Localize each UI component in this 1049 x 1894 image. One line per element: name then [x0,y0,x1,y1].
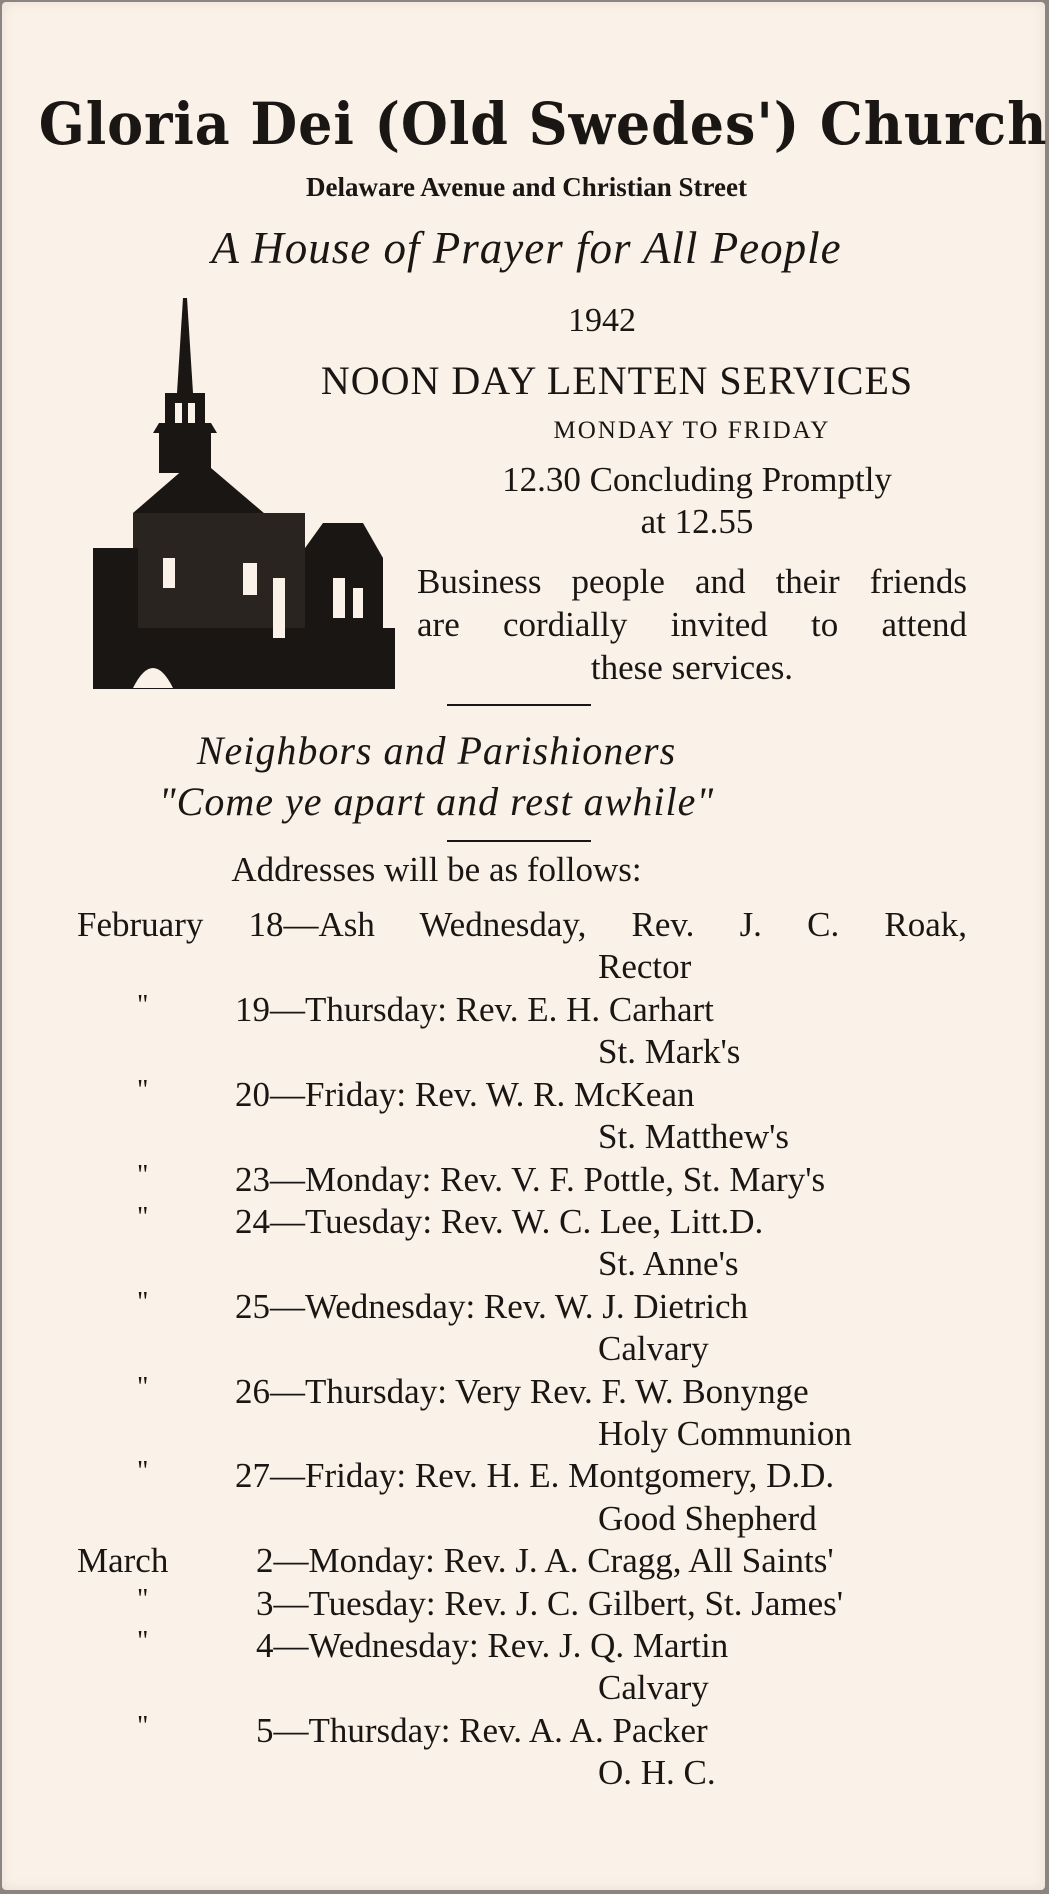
divider [447,704,591,706]
entry-church: St. Anne's [598,1244,739,1284]
neighbors-quote: "Come ye apart and rest awhile" [158,779,715,824]
entry-month: " [137,1626,149,1657]
service-end-time: at 12.55 [640,502,754,541]
schedule-entry [2,1075,1049,1117]
entry-month: " [137,990,149,1021]
entry-month: " [137,1202,149,1233]
schedule-entry [2,1202,1049,1244]
schedule-entry [2,905,1049,947]
service-time: 12.30 Concluding Promptly [502,460,892,499]
entry-church: Calvary [598,1329,709,1369]
entry-church: St. Matthew's [598,1117,790,1157]
entry-month: " [137,1456,149,1488]
neighbors-heading: Neighbors and Parishioners [196,728,677,773]
entry-month: " [137,1286,149,1318]
entry-text: 20—Friday: Rev. W. R. McKean [235,1074,695,1114]
entry-church: Good Shepherd [598,1498,817,1538]
schedule-entry-continuation [2,1329,1049,1371]
schedule-entry [2,1541,1049,1583]
entry-text: 26—Thursday: Very Rev. F. W. Bonynge [235,1371,809,1411]
entry-text: 2—Monday: Rev. J. A. Cragg, All Saints' [256,1541,834,1581]
entry-month: " [137,1583,149,1615]
entry-text: 19—Thursday: Rev. E. H. Carhart [235,990,714,1029]
entry-church: Calvary [598,1668,709,1708]
entry-text: 27—Friday: Rev. H. E. Montgomery, D.D. [235,1456,835,1496]
schedule-entry-continuation [2,1753,1049,1795]
services-title: NOON DAY LENTEN SERVICES [320,358,914,403]
entry-month: " [137,1371,149,1403]
schedule-entry [2,1584,1049,1626]
church-address: Delaware Avenue and Christian Street [306,172,747,202]
service-year: 1942 [568,302,636,339]
schedule-entry [2,1711,1049,1753]
entry-month: " [137,1159,149,1191]
schedule-entry-continuation [2,1244,1049,1286]
entry-church: Rector [598,947,692,986]
schedule-entry-continuation [2,1117,1049,1159]
schedule-entry-continuation [2,1032,1049,1074]
invitation-line: these services. [590,648,794,687]
entry-text: February 18—Ash Wednesday, Rev. J. C. Roak, [77,905,967,944]
service-days: MONDAY TO FRIDAY [553,417,831,444]
entry-month: " [137,1074,149,1106]
addresses-heading: Addresses will be as follows: [231,850,642,889]
entry-text: 4—Wednesday: Rev. J. Q. Martin [256,1626,729,1665]
lenten-service-card [2,2,1048,1890]
schedule-entry-continuation [2,1668,1049,1710]
divider [447,840,591,842]
church-motto: A House of Prayer for All People [211,223,842,273]
schedule-entry [2,1626,1049,1668]
schedule-entry-continuation [2,1414,1049,1456]
church-name-title: Gloria Dei (Old Swedes') Church [38,90,1048,158]
invitation-line: Business people and their friends [417,562,967,601]
schedule-entry [2,990,1049,1032]
schedule-entry-continuation [2,1499,1049,1541]
entry-text: 3—Tuesday: Rev. J. C. Gilbert, St. James' [256,1583,844,1623]
schedule-entry [2,1372,1049,1414]
entry-month: March [77,1541,169,1581]
invitation-text [417,560,967,689]
entry-church: St. Mark's [598,1032,741,1072]
schedule-entry [2,1456,1049,1498]
schedule-entry [2,1160,1049,1202]
entry-text: 5—Thursday: Rev. A. A. Packer [256,1710,708,1750]
entry-month: " [137,1710,149,1742]
entry-text: 25—Wednesday: Rev. W. J. Dietrich [235,1286,749,1326]
entry-church: O. H. C. [598,1753,716,1793]
schedule-entry [2,1287,1049,1329]
schedule-entry-continuation [2,947,1049,989]
entry-church: Holy Communion [598,1414,852,1453]
entry-text: 23—Monday: Rev. V. F. Pottle, St. Mary's [235,1159,826,1199]
invitation-line: are cordially invited to attend [417,605,967,644]
entry-text: 24—Tuesday: Rev. W. C. Lee, Litt.D. [235,1202,764,1241]
